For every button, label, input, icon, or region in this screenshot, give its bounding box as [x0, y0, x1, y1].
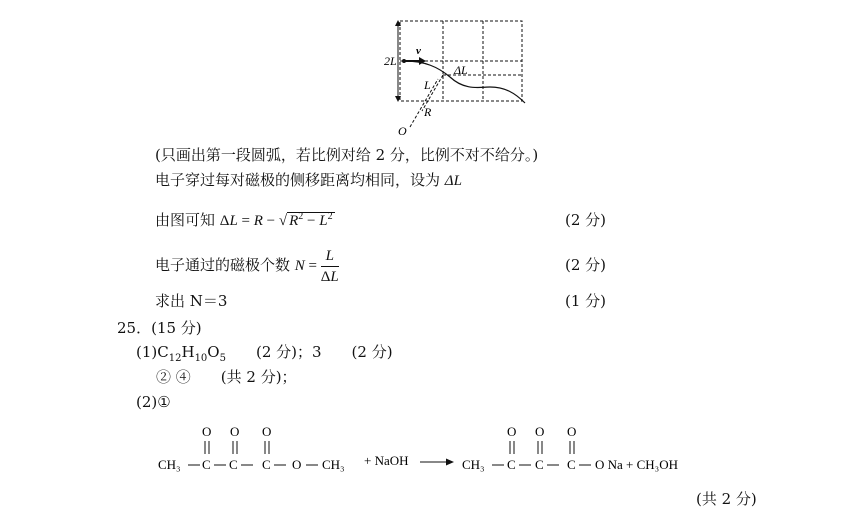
q25-line1: [136, 343, 393, 368]
trajectory-figure: [380, 15, 540, 140]
reagent: + NaOH: [364, 453, 409, 468]
q25-line3: (2)①: [136, 393, 171, 411]
q25-formula: $(1)C_{12}H_{10}O_5$: [136, 343, 226, 364]
same-shift-symbol: ΔL: [444, 173, 462, 189]
svg-text:O: O: [230, 424, 240, 439]
svg-text:CH₃: CH₃: [322, 457, 345, 472]
svg-text:O: O: [535, 424, 545, 439]
svg-text:O: O: [507, 424, 517, 439]
reaction-equation: [150, 420, 710, 480]
label-2L: 2L: [384, 54, 397, 68]
eq1-formula: ΔL = R − √ $R^2 - L^2$: [219, 211, 333, 229]
points-eq2: (2 分): [565, 256, 607, 274]
equation-1: [155, 208, 335, 230]
q25-line1-pts-a: (2 分)；3: [255, 343, 322, 361]
q25-header: 25．(15 分): [117, 319, 202, 337]
svg-text:C: C: [229, 457, 238, 472]
same-shift-text: 电子穿过每对磁极的侧移距离均相同，设为: [155, 171, 445, 189]
points-eq1: (2 分): [565, 211, 607, 229]
label-v: v: [416, 45, 421, 57]
svg-text:C: C: [567, 457, 576, 472]
total-points: (共 2 分): [696, 490, 757, 508]
result-value: N＝3: [189, 292, 228, 310]
product-tail: O Na + CH₃OH: [595, 457, 678, 472]
svg-text:C: C: [262, 457, 271, 472]
svg-text:O: O: [262, 424, 272, 439]
svg-text:O: O: [567, 424, 577, 439]
svg-text:CH₃: CH₃: [462, 457, 485, 472]
svg-text:O: O: [292, 457, 302, 472]
points-result: (1 分): [565, 292, 607, 310]
svg-text:O: O: [202, 424, 212, 439]
label-dL: ΔL: [454, 63, 468, 77]
q25-line1-pts-b: (2 分): [351, 343, 393, 361]
result-prefix: 求出: [155, 292, 190, 310]
eq2-prefix: 电子通过的磁极个数: [155, 256, 295, 274]
eq1-prefix: 由图可知: [155, 211, 220, 229]
label-R: R: [424, 105, 432, 119]
label-L: L: [424, 78, 431, 92]
svg-text:C: C: [202, 457, 211, 472]
equation-2: [155, 243, 339, 288]
eq2-formula: N = $\frac{L}{\Delta L}$: [294, 248, 339, 286]
svg-text:C: C: [507, 457, 516, 472]
q25-line2: ② ④ (共 2 分)；: [156, 368, 297, 386]
svg-text:C: C: [535, 457, 544, 472]
result-line: [155, 292, 227, 310]
label-O: O: [398, 124, 407, 138]
svg-text:CH₃: CH₃: [158, 457, 181, 472]
same-shift-line: [155, 171, 462, 190]
note-line: (只画出第一段圆弧，若比例对给 2 分，比例不对不给分。): [155, 146, 539, 164]
